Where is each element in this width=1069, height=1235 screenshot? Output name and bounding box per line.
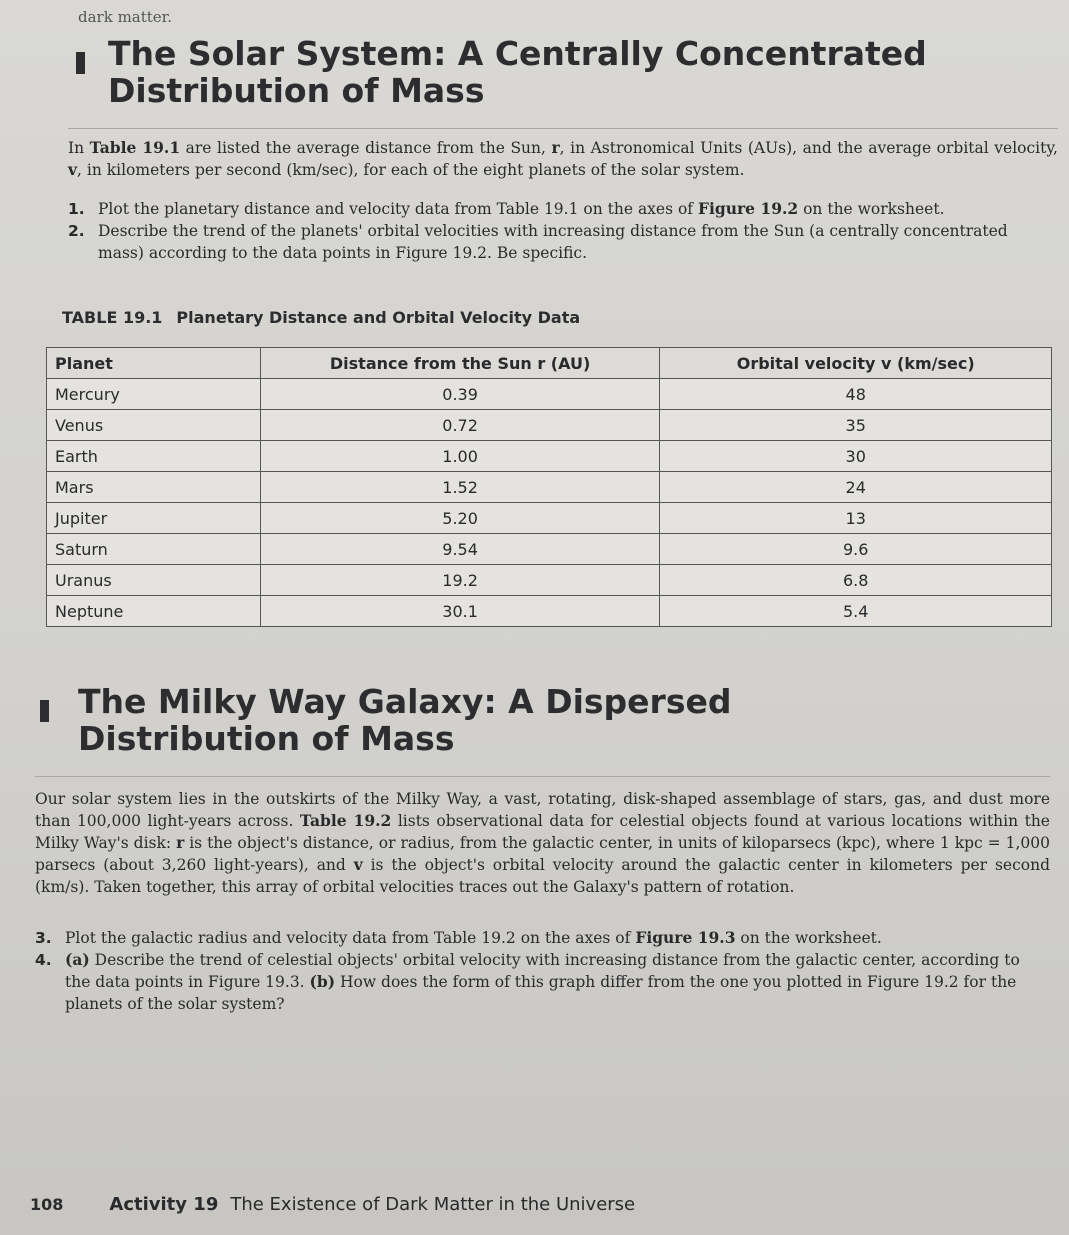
distance-cell: 30.1 [260,596,660,627]
question-3: 3. Plot the galactic radius and velocity data from Table 19.2 on the axes of Figure 19.3 on the worksheet. [35,928,882,947]
question-number: 1. [68,200,85,218]
section-divider [35,776,1050,777]
figure-reference: Figure 19.3 [635,928,736,947]
distance-cell: 1.52 [260,472,660,503]
velocity-cell: 13 [660,503,1052,534]
question-number: 2. [68,222,85,240]
planet-cell: Mars [47,472,261,503]
header-velocity: Orbital velocity v (km/sec) [660,348,1052,379]
question-number: 4. [35,951,52,969]
section-heading-milky-way [78,684,731,758]
velocity-cell: 35 [660,410,1052,441]
distance-cell: 9.54 [260,534,660,565]
header-planet: Planet [47,348,261,379]
table-row [47,379,1052,410]
distance-cell: 5.20 [260,503,660,534]
table-caption [62,308,580,327]
page-number: 108 [30,1195,64,1214]
activity-title: The Existence of Dark Matter in the Universe [230,1194,636,1215]
table-title: Planetary Distance and Orbital Velocity Data [176,308,581,327]
planet-cell: Venus [47,410,261,441]
planet-cell: Earth [47,441,261,472]
velocity-cell: 6.8 [660,565,1052,596]
question-list-2 [35,927,1050,1015]
header-distance: Distance from the Sun r (AU) [260,348,660,379]
section-heading-solar-system [108,36,927,110]
table-label: TABLE 19.1 [62,308,163,327]
question-4: 4. (a) Describe the trend of celestial objects' orbital velocity with increasing distance from the galactic center, according to the data points in Figure 19.3. (b) How does the form of this graph differ from the one you plotted in Figure 19.2 for the planets of the solar system? [35,950,1020,1013]
velocity-cell: 30 [660,441,1052,472]
distance-cell: 0.39 [260,379,660,410]
table-header-row [47,348,1052,379]
solar-system-intro-paragraph: In Table 19.1 are listed the average distance from the Sun, r, in Astronomical Units (AUs), and the average orbital velocity, v, in kilometers per second (km/sec), for each of the eight planets of the solar system. [68,138,1058,179]
table-row [47,441,1052,472]
planet-cell: Saturn [47,534,261,565]
heading-bar-marker [76,52,85,74]
velocity-cell: 24 [660,472,1052,503]
planet-cell: Mercury [47,379,261,410]
table-reference: Table 19.1 [89,138,181,157]
heading-line-2: Distribution of Mass [78,718,455,758]
question-2: 2. Describe the trend of the planets' orbital velocities with increasing distance from the Sun (a centrally concentrated mass) according to the data points in Figure 19.2. Be specific. [68,222,1008,262]
heading-bar-marker [40,700,49,722]
table-reference: Table 19.2 [299,811,392,830]
table-row [47,472,1052,503]
planetary-data-table [46,347,1052,627]
activity-label: Activity 19 [109,1194,219,1215]
heading-line-1: The Solar System: A Centrally Concentrated [108,34,927,73]
table-row [47,503,1052,534]
milky-way-intro-paragraph: Our solar system lies in the outskirts of the Milky Way, a vast, rotating, disk-shaped assemblage of stars, gas, and dust more than 100,000 light-years across. Table 19.2 lists observational data for celestial objects found at various locations within the Milky Way's disk: r is the object's distance, or radius, from the galactic center, in units of kiloparsecs (kpc), where 1 kpc = 1,000 parsecs (about 3,260 light-years), and v is the object's orbital velocity around the galactic center in kilometers per second (km/s). Taken together, this array of orbital velocities traces out the Galaxy's pattern of rotation. [35,790,1050,896]
velocity-cell: 48 [660,379,1052,410]
velocity-cell: 5.4 [660,596,1052,627]
planet-cell: Uranus [47,565,261,596]
table-row [47,534,1052,565]
heading-line-2: Distribution of Mass [108,70,485,110]
question-1: 1. Plot the planetary distance and velocity data from Table 19.1 on the axes of Figure 19.2 on the worksheet. [68,199,945,218]
question-list-1 [68,198,1058,264]
distance-cell: 0.72 [260,410,660,441]
distance-cell: 1.00 [260,441,660,472]
table-row [47,410,1052,441]
velocity-cell: 9.6 [660,534,1052,565]
planet-cell: Jupiter [47,503,261,534]
table-row [47,596,1052,627]
question-number: 3. [35,929,52,947]
heading-line-1: The Milky Way Galaxy: A Dispersed [78,682,732,721]
page-footer [30,1194,635,1215]
planet-cell: Neptune [47,596,261,627]
distance-cell: 19.2 [260,565,660,596]
section-divider [68,128,1058,129]
figure-reference: Figure 19.2 [697,199,799,218]
table-row [47,565,1052,596]
previous-text-fragment: dark matter. [78,8,172,26]
